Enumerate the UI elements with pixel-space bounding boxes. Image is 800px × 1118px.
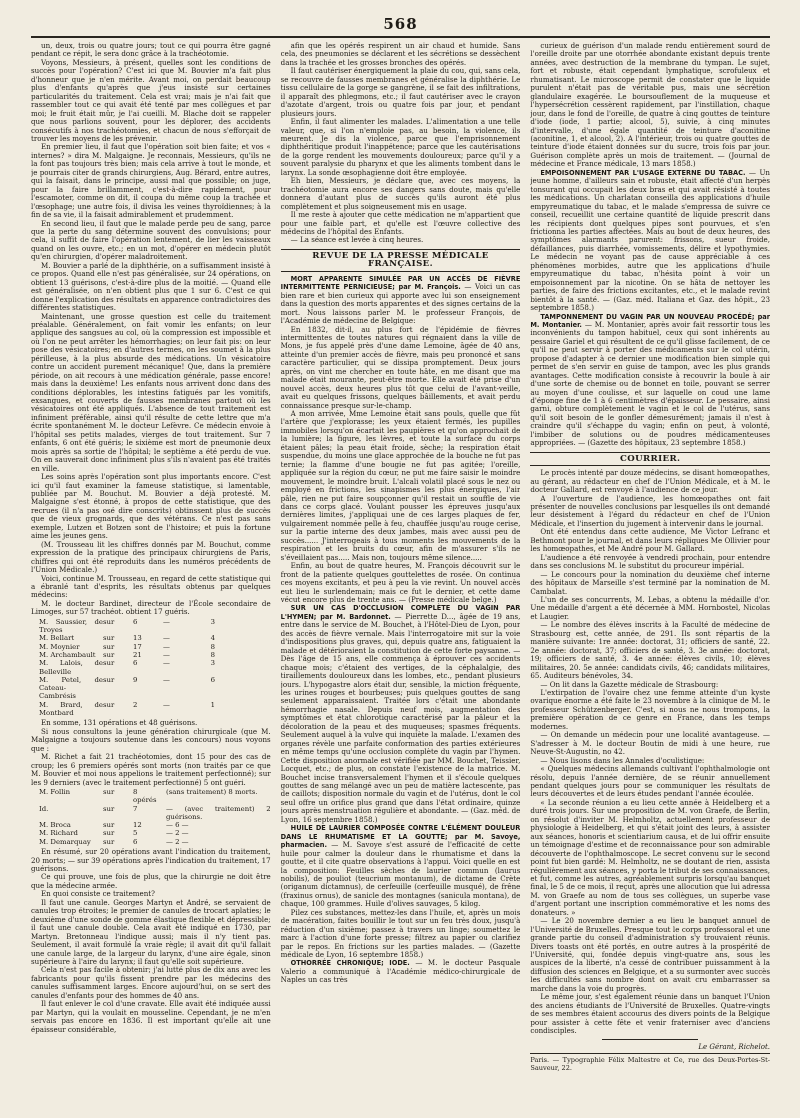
stats-name: M. Petel, de Cateau-Cambrésis <box>39 675 103 701</box>
stats-sur: sur <box>103 837 115 846</box>
article-paragraph <box>530 313 770 448</box>
paragraph: Il faut cautériser énergiquement la plaie du cou, qui, sans cela, se recouvre de fausses membranes et généralise la diphthérie. Le tissu cellulaire de la gorge se gangrène, il se fait des infiltrations, il apparaît des phlegmons, etc.; il faut cautériser avec le crayon d'azotate d'argent, trois ou quatre fois par jour, et pendant plusieurs jours. <box>280 66 521 118</box>
paragraph: « La seconde réunion a eu lieu cette année à Heidelberg et a duré trois jours. Sur une proposition de M. von Graefe, de Berlin, on résolut d'inviter M. Helmholtz, actuellement professeur de physiologie à Heidelberg, et qui s'était joint des leurs, à assister aux séances, honoris et scientiarium causa, et de lui offrir ensuite un témoignage d'estime et de reconnaissance pour son admirable découverte de l'ophthalmoscope. Le secret convenu sur le second point fut bien gardé: M. Helmholtz, ne se doutant de rien, assista régulièrement aux séances, y porta le tribut de ses connaissances, et fut, comme les autres, agréablement surpris lorsqu'au banquet final, le 5 de ce mois, il reçut, après une allocution que lui adressa M. von Graefe au nom de tous ses collègues, un superbe vase d'argent portant une inscription commémorative et les noms des donateurs. » <box>530 797 770 917</box>
paragraph: — On demande un médecin pour une localité avantageuse. — S'adresser à M. le docteur Boutin de midi à une heure, rue Neuve-St-Augustin, no 42. <box>530 730 770 757</box>
stats-row <box>39 838 271 846</box>
paragraph: afin que les opérés respirent un air chaud et humide. Sans cela, des pneumonies se déclarent et les sécrétions se dessèchent dans la trachée et les grosses bronches des opérés. <box>280 42 521 67</box>
courrier-paragraphs <box>530 469 770 1035</box>
stats-row <box>39 659 271 676</box>
separator <box>602 1039 698 1040</box>
page-number: 568 <box>383 15 418 33</box>
stats-note: — (avec traitement) 2 guérisons. <box>166 804 271 821</box>
stats-count: 6 <box>133 837 138 846</box>
stats-sur: sur <box>103 804 115 813</box>
stats-dash: — <box>163 651 170 659</box>
paragraph: Ce qui prouve, une fois de plus, que la chirurgie ne doit être que la médecine armée. <box>31 872 271 890</box>
paragraph: En somme, 131 opérations et 48 guérisons. <box>41 718 198 728</box>
stats-row <box>39 618 271 635</box>
stats-row <box>39 805 271 822</box>
paragraph: un, deux, trois ou quatre jours; tout ce qui pourra être gagné pendant ce répit, le sera donc grâce à la trachéotomie. <box>31 42 271 59</box>
stats-count: 12 <box>133 821 142 830</box>
article-text: — M. Montanier, après avoir fait ressortir tous les inconvénients du tampon habituel, ceux qui sont inhérents au pessaire Gariel et qui résultent de ce qu'il glisse facilement, de ce qu'il ne peut servir à porter des médicaments sur le col utérin, propose d'adapter à ce dernier une modification bien simple qui permet de s'en servir en guise de tampon, avec les plus grands avantages. Cette modification consiste à recouvrir la boule à air d'une sorte de chemise ou de bonnet en toile, pouvant se serrer au moyen d'une coulisse, et sur laquelle on coud une lame d'éponge fine de 1 à 6 centimètres d'épaisseur. Le pessaire, ainsi garni, obture complètement le vagin et le col de l'utérus, sans qu'il soit besoin de le gonfler démesurément; jamais il n'est à craindre qu'il s'échappe du vagin; enfin on peut, à volonté, l'imbiber de solutions ou de poudres médicamenteuses appropriées. — (Gazette des hôpitaux, 23 septembre 1858.) <box>530 319 770 448</box>
stats-note: — 2 — <box>166 837 189 846</box>
paragraph: Les soins après l'opération sont plus importants encore. C'est ici qu'il faut examiner la fameuse statistique, si lamentable, publiée par M. Bouchut. M. Bouvier a déjà protesté. M. Malgaigne s'est étonné, à propos de cette statistique, que des recrues (il n'a pas osé dire conscrits) obtinssent plus de succès que de vieux grognards, que des vétérans. Ce n'est pas sans exemple, Lutzen et Botzen sont de l'histoire; et puis la fortune aime les jeunes gens. <box>31 472 271 541</box>
article-paragraph <box>530 169 770 313</box>
col3-articles <box>530 169 770 448</box>
col1-paragraphs-3 <box>31 848 271 1034</box>
stats-sur: sur <box>103 642 115 651</box>
article-title: SUR UN CAS D'OCCLUSION COMPLÈTE DU VAGIN PAR L'HYMEN; par M. Bardonnet. <box>280 604 521 621</box>
paragraph: Eh bien, Messieurs, je déclare que, avec ces moyens, la trachéotomie aura encore ses dangers sans doute, mais qu'elle donnera d'autant plus de succès qu'ils auront été plus complètement et plus soigneusement mis en usage. <box>280 176 521 211</box>
paragraph: Il faut une canule. Georges Martyn et André, se servaient de canules trop étroites; le premier de canules de trocart aplaties; le deuxième d'une sonde de gomme élastique flexible et dépressible; il faut une canule double. Cela avait été indiqué en 1730, par Martyn. Bretonneau l'indique aussi; mais il n'y tient pas. Seulement, il avait formulé la vraie règle; il avait dit qu'il fallait une canule large, de la largeur du larynx, d'une aire égale, sinon supérieure à l'aire du larynx; il faut qu'elle soit supérieure. <box>31 897 271 966</box>
stats-sur: sur <box>103 675 115 684</box>
paragraph: M. le docteur Bardinet, directeur de l'École secondaire de Limoges, sur 57 trachéot. obtient 17 guéris. <box>31 598 271 617</box>
stats-table-1 <box>39 618 271 718</box>
article-text: En 1832, dit-il, au plus fort de l'épidémie de fièvres intermittentes de toutes natures qui régnaient dans la ville de Mons, je fus appelé près d'une dame Lemoine, âgée de 40 ans, atteinte d'un premier accès de fièvre, mais peu prononcé et sans caractère particulier, qui se dissipa promptement. Deux jours après, on vint me chercher en toute hâte, en me disant que ma malade était mourante, peut-être morte. Elle avait été prise d'un nouvel accès, deux heures plus tôt que celui de l'avant-veille, avait eu quelques frissons, quelques bâillements, et avait perdu connaissance presque sur-le-champ. <box>280 324 521 410</box>
stats-name: M. Archambault <box>39 651 96 659</box>
paragraph: M. Richet a fait 21 trachéotomies, dont 15 pour des cas de croup; les 6 premiers opérés sont morts (non traités par ce que M. Bouvier et moi nous appelions le traitement perfectionné); sur les 9 derniers (avec le traitement perfectionné) 5 ont guéri. <box>31 752 271 787</box>
stats-sur: sur <box>103 651 115 659</box>
stats-name: M. Broca <box>39 821 71 830</box>
paragraph: Cela n'est pas facile à obtenir; j'ai lutté plus de dix ans avec les fabricants pour qu'ils fissent prendre par les médecins des canules suffisamment larges. Encore aujourd'hui, on se sert des canules d'enfants pour des hommes de 40 ans. <box>31 965 271 1000</box>
col2-articles <box>281 275 521 985</box>
stats-count: 6 <box>133 659 138 668</box>
stats-cured: 8 <box>210 651 215 659</box>
paragraph: « Quelques médecins allemands cultivant l'ophthalmologie ont résolu, depuis l'année dernière, de se réunir annuellement pendant quelques jours pour se communiquer les résultats de leurs découvertes et de leurs études pendant l'année écoulée. <box>530 764 770 799</box>
paragraph: (M. Trousseau lit les chiffres donnés par M. Bouchut, comme expression de la pratique des principaux chirurgiens de Paris, chiffres qui ont été reproduits dans les numéros précédents de l'Union Médicale.) <box>31 539 271 575</box>
stats-name: M. Brard, de Montbard <box>39 700 103 718</box>
stats-sur: sur <box>103 788 115 796</box>
stats-row <box>39 829 271 837</box>
stats-sur: sur <box>103 617 115 626</box>
paragraph: L'extirpation de l'ovaire chez une femme atteinte d'un kyste ovarique énorme a été faite le 23 novembre à la clinique de M. le professeur Schützenberger. C'est, si nous ne nous trompons, la première opération de ce genre en France, dans les temps modernes. <box>530 687 770 731</box>
paragraph: — On lit dans la Gazette médicale de Strasbourg: <box>540 679 719 689</box>
paragraph: En second lieu, il faut que le malade perde peu de sang, parce que la perte du sang détermine souvent des convulsions; pour cela, il suffit de faire l'opération lentement, de lier les vaisseaux quand on les ouvre, etc.; en un mot, d'opérer en médecin plutôt qu'en chirurgien, d'opérer maladroitement. <box>31 218 271 262</box>
article-paragraph <box>281 410 521 562</box>
stats-cured: 6 <box>210 675 215 684</box>
article-paragraph <box>281 959 521 984</box>
article-paragraph <box>281 326 521 411</box>
section-title-courrier: COURRIER. <box>530 452 770 466</box>
stats-count: 7 <box>133 804 138 813</box>
stats-name: M. Saussier, de Troyes <box>39 617 103 635</box>
paragraph: L'un de ses concurrents, M. Lebas, a obtenu la médaille d'or. Une médaille d'argent a été décernée à MM. Hornbostel, Nicolas et Laugier. <box>530 595 770 621</box>
article-paragraph <box>281 275 521 326</box>
paragraph: Maintenant, une grosse question est celle du traitement préalable. Généralement, on fait vomir les enfants; on leur applique des sangsues au col, où la compression est impossible et où l'on ne peut arrêter les hémorrhagies; on leur fait pis: on leur pose des vésicatoires; en d'autres termes, on les soumet à la plus périlleuse, à la plus absurde des médications. Un vésicatoire contre un accident purement mécanique! Que, dans la première période, on ait recours à une médication générale, passe encore! mais dans la deuxième! Les enfants nous arrivent donc dans des conditions déplorables, les intestins fatigués par les vomitifs, exsangues, et couverts de fausses membranes partout où les vésicatoires ont été appliqués. L'absence de tout traitement est infiniment préférable, ainsi qu'il résulte de cette lettre que m'a écrite spontanément M. le docteur Lefèvre. Ce médecin envoie à l'hôpital ses petits malades, vierges de tout traitement. Sur 7 enfants, 6 ont été guéris; le sixième est mort de pneumonie deux mois après sa sortie de l'hôpital; le septième a été perdu de vue. On en sauverait donc infiniment plus s'ils n'avaient pas été traités en ville. <box>31 311 271 473</box>
stats-sur: sur <box>103 829 115 838</box>
stats-count: 17 <box>133 642 142 651</box>
article-text: A mon arrivée, Mme Lemoine était sans pouls, quelle que fût l'artère que j'explorasse; les yeux étaient fermés, les pupilles immobiles lorsqu'on écartait les paupières et qu'on approchait de la lumière; la figure, les lèvres, et toute la surface du corps étaient pâles; la peau était froide, sèche; la respiration était suspendue, du moins une glace approchée de la bouche ne fut pas ternie; la flamme d'une bougie ne fut pas agitée; l'oreille, appliquée sur la région du cœur, ne put me faire saisir le moindre mouvement, le moindre bruit. L'alcali volatil placé sous le nez ou employé en frictions, les sinapismes les plus énergiques, l'air pâle, rien ne put faire soupçonner qu'il restait un souffle de vie dans ce corps glacé. Voulant pousser les épreuves jusqu'aux dernières limites, j'appliquai une de ces larges plaques de fer, vulgairement nommée pelle à feu, chauffée jusqu'au rouge cerise, sur la partie interne des deux jambes, mais avec aussi peu de succès...... J'interrogeais à tous moments les mouvements de la respiration et les bruits du cœur, afin de m'assurer s'ils ne s'éveillaient pas..... Mais non, toujours même silence..... <box>280 409 521 562</box>
paragraph: — Le nombre des élèves inscrits à la Faculté de médecine de Strasbourg est, cette année, de 291. Ils sont répartis de la manière suivante: 1re année: doctorat, 31; officiers de santé, 22. 2e année: doctorat, 37; officiers de santé, 3. 3e année: doctorat, 19; officiers de santé, 3. 4e année: élèves civils, 10; élèves militaires, 20. 5e année: candidats civils, 46; candidats militaires, 65. Auditeurs bénévoles, 34. <box>530 620 770 681</box>
paragraph: Voyons, Messieurs, à présent, quelles sont les conditions de succès pour l'opération? C'est ici que M. Bouvier m'a fait plus d'honneur que je n'en mérite. Avant moi, on perdait beaucoup plus d'enfants qu'après que j'eus insisté sur certaines particularités du traitement. Cela est vrai; mais je n'ai fait que rassembler tout ce qui avait été tenté par mes collègues et par moi; le fruit était mûr, je l'ai cueilli. M. Blache doit se rappeler que nous parlions souvent, pour les déplorer, des accidents consécutifs à nos trachéotomies, et chacun de nous s'efforçait de trouver les moyens de les prévenir. <box>31 57 271 143</box>
imprint: Paris. — Typographie Félix Maltestre et Ce, rue des Deux-Portes-St-Sauveur, 22. <box>530 1053 770 1073</box>
paragraph: — Nous lisons dans les Annales d'oculistique: <box>540 755 705 765</box>
stats-row <box>39 676 271 701</box>
stats-name: M. Follin <box>39 788 71 796</box>
article-paragraph <box>281 562 521 604</box>
article-title: TAMPONNEMENT DU VAGIN PAR UN NOUVEAU PROCÉDÉ; par M. Montanier. <box>530 312 770 329</box>
paragraph: A l'ouverture de l'audience, les homœopathes ont fait présenter de nouvelles conclusions par lesquelles ils ont demandé leur désistement à l'égard du rédacteur en chef de l'Union Médicale, et l'insertion du jugement à intervenir dans le journal. <box>530 493 770 528</box>
stats-count: 2 <box>133 700 138 709</box>
stats-cured: 4 <box>210 634 215 643</box>
stats-sur: sur <box>103 634 115 643</box>
stats-dash: — <box>163 659 170 668</box>
column-1 <box>31 42 271 1108</box>
stats-note: — 6 — <box>166 821 189 830</box>
stats-row <box>39 634 271 642</box>
paragraph: Voici, continue M. Trousseau, en regard de cette statistique qui a ébranlé tant d'esprits, les résultats obtenus par quelques médecins: <box>31 573 271 600</box>
stats-name: M. Lalois, de Belleville <box>39 659 103 676</box>
stats-row <box>39 651 271 659</box>
stats-count: 8 opérés <box>133 788 157 805</box>
paragraph: M. Bouvier a parlé de la diphthérie, on a suffisamment insisté à ce propos. Quand elle n'est pas généralisée, sur 24 opérations, on obtient 13 guérisons, c'est-à-dire plus de la moitié. — Quand elle est généralisée, on n'en obtient plus que 1 sur 6. C'est ce qui donne l'explication des résultats en apparence contradictoires des différentes statistiques. <box>31 260 271 313</box>
col3-paragraphs <box>530 42 770 169</box>
stats-name: M. Bellart <box>39 634 75 643</box>
stats-dash: — <box>163 642 170 651</box>
paragraph: — La séance est levée à cinq heures. <box>290 235 424 245</box>
col2-paragraphs <box>281 42 521 245</box>
article-paragraph <box>281 909 521 960</box>
stats-count: 6 <box>133 617 138 626</box>
article-paragraph <box>281 824 521 909</box>
stats-count: 21 <box>133 651 142 659</box>
stats-note: (sans traitement) 8 morts. <box>166 788 258 796</box>
article-text: Enfin, au bout de quatre heures, M. François découvrit sur le front de la patiente quelques gouttelettes de rosée. On continua ces moyens excitants, et peu à peu la vie revint. Un nouvel accès eut lieu le surlendemain; mais ce fut le dernier, et cette dame vécut encore plus de trente ans. — (Presse médicale belge.) <box>280 561 521 604</box>
stats-cured: 1 <box>210 700 215 709</box>
section-title-revue: REVUE DE LA PRESSE MÉDICALE FRANÇAISE. <box>281 249 521 272</box>
article-text: — Voici un cas bien rare et bien curieux qui apporte avec lui son enseignement dans la question des morts apparentes et des signes certains de la mort. Nous laissons parler M. le professeur François, de l'Académie de médecine de Belgique: <box>280 282 521 326</box>
article-text: — Un jeune homme, d'ailleurs sain et robuste, était affecté d'un herpès tonsurant qui occupait les deux bras et qui avait résisté à toutes les médications. Un charlatan conseilla des applications d'huile empyreumatique du tabac, et le malade s'empressa de suivre ce conseil, recueillit une certaine quantité de liquide prescrit dans les récipients dont quelques pipes sont pourvues, et s'en frictionna les parties affectées. Mais au bout de deux heures, des symptômes alarmants parurent: frissons, sueur froide, défaillances, puis diarrhée, vomissements, délire et lypothymies. Le médecin ne voyant pas de cause appréciable à ces phénomènes morbides, autre que les applications d'huile empyreumatique du tabac, n'hésita point à voir un empoisonnement par la nicotine. On se hâta de nettoyer les parties, de faire des frictions excitantes, etc., et le malade revint bientôt à la santé. — (Gaz. méd. Italiana et Gaz. des hôpit., 23 septembre 1858.) <box>530 167 770 313</box>
stats-note: — 2 — <box>166 829 189 838</box>
columns <box>31 42 770 1108</box>
stats-sur: sur <box>103 700 115 709</box>
paragraph: Il me reste à ajouter que cette médication ne m'appartient que pour une faible part, et qu'elle est l'œuvre collective des médecins de l'hôpital des Enfants. <box>280 210 521 236</box>
article-title: MORT APPARENTE SIMULÉE PAR UN ACCÈS DE FIÈVRE INTERMITTENTE PERNICIEUSE; par M. François. <box>280 274 521 292</box>
stats-dash: — <box>163 634 170 643</box>
col1-paragraphs <box>31 42 271 617</box>
stats-row <box>39 643 271 651</box>
paragraph: curieux de guérison d'un malade rendu entièrement sourd de l'oreille droite par une otorrhée abondante existant depuis trente années, avec destruction de la membrane du tympan. Le sujet, fort et robuste, était cependant lymphatique, scrofuleux et rhumatisant. Le microscope permit de constater que le liquide purulent n'était pas de véritable pus, mais une sécrétion glandulaire exagérée. Le boursouflement de la muqueuse et l'hypersécrétion cessèrent rapidement, par l'instillation, chaque jour, dans le fond de l'oreille, de quatre à cinq gouttes de teinture d'iode (iode, 1 partie; alcool, 5), suivie, à cinq minutes d'intervalle, d'une égale quantité de teinture d'aconitine (aconitine, 1, et alcool, 2). A l'intérieur, trois ou quatre gouttes de teinture d'iode étaient données sur du sucre, trois fois par jour. Guérison complète après un mois de traitement. — (Journal de médecine et France médicale, 13 mars 1858.) <box>530 42 770 169</box>
stats-sur: sur <box>103 821 115 830</box>
paragraph: Enfin, il faut alimenter les malades. L'alimentation a une telle valeur, que, si l'on n'emploie pas, au besoin, la violence, ils meurent. Je dis la violence, parce que l'emprisonnement diphthéritique produit l'inappétence; parce que les cautérisations de la gorge rendent les mouvements douloureux; parce qu'il y a souvent paralysie du pharynx et que les aliments tombent dans le larynx. La sonde œsophagienne doit être employée. <box>280 117 521 177</box>
article-text: — M. le docteur Pasquale Valerio a communiqué à l'Académie médico-chirurgicale de Naples un cas très <box>280 958 521 985</box>
paragraph: — Le 20 novembre dernier a eu lieu le banquet annuel de l'Université de Bruxelles. Presque tout le corps professoral et une grande partie du conseil d'administration s'y trouvaient réunis. Divers toasts ont été portés, en outre autres à la prospérité de l'Université, qui, fondée depuis vingt-quatre ans, sous les auspices de la liberté, n'a cessé de contribuer puissamment à la diffusion des sciences en Belgique, et a su surmonter avec succès les difficultés sans nombre dont on avait cru embarrasser sa marche dans la voie du progrès. <box>530 916 770 993</box>
paragraph: Ont été entendus dans cette audience, Me Victor Lefranc et Bethmont pour le journal, et dans leurs répliques Me Ollivier pour les homœopathes, et Me André pour M. Gallard. <box>530 527 770 554</box>
stats-cured: 3 <box>210 617 215 626</box>
stats-name: M. Moynier <box>39 642 80 651</box>
stats-dash: — <box>163 675 170 684</box>
paragraph: Il faut enlever le col d'une cravate. Elle avait été indiquée aussi par Martyn, qui la voulait en mousseline. Cependant, je ne m'en servais pas encore en 1836. Il est important qu'elle ait une épaisseur considérable, <box>31 999 271 1034</box>
col1-paragraphs-2 <box>31 719 271 787</box>
stats-count: 9 <box>133 675 138 684</box>
signature: Le Gérant, Richelot. <box>698 1042 770 1051</box>
article-text: — Pierrette D..., âgée de 19 ans, entre dans le service de M. Bouchet, à l'Hôtel-Dieu de Lyon, pour des accès de fièvre vernale. Mais l'interrogatoire mit sur la voie d'indispositions plus graves, qui, depuis quatre ans, fatiguaient la malade et détérioraient la constitution de cette forte paysanne. — Dès l'âge de 15 ans, elle commença à éprouver ces accidents chaque mois; c'étaient des vertiges, de la céphalalgie, des tiraillements douloureux dans les lombes, etc., pendant plusieurs jours. L'hypogastre alors était dur, sensible, la miction fréquente, les urines rouges et bourbeuses; puis quelques gouttes de sang seulement apparaissaient. Traitée lors c'était une abondante hémorrhagie nasale. Depuis neuf mois, augmentation des symptômes et état chlorotique caractérisé par la pâleur et la décoloration de la peau et des muqueuses; spasmes fréquents. Seulement auquel à la vulve qui inquiète la malade. L'examen des organes révèle une parfaite conformation des parties extérieures en même temps qu'une occlusion complète du vagin par l'hymen. Cette disposition anormale est vérifiée par MM. Bouchet, Teissier, Locquet, etc.; de plus, on constate l'existence de la matrice. M. Bouchet incise transversalement l'hymen et il s'écoule quelques gouttes de sang mélangé avec un peu de matière lactescente, pas de caillots; disposition normale du vagin et de l'utérus, dont le col seul offre un orifice plus grand que dans l'état ordinaire, quinze jours après menstruation régulière et abondante. — (Gaz. méd. de Lyon, 16 septembre 1858.) <box>280 611 521 824</box>
stats-count: 5 <box>133 829 138 838</box>
paragraph: Le procès intenté par douze médecins, se disant homœopathes, au gérant, au rédacteur en chef de l'Union Médicale, et à M. le docteur Gallard, est renvoyé à l'audience de ce jour. <box>530 468 770 495</box>
stats-cured: 8 <box>210 642 215 651</box>
article-title: HUILE DE LAURIER COMPOSÉE CONTRE L'ÉLÉMENT DOULEUR DANS LE RHUMATISME ET LA GOUTTE; par M. Savoye, pharmacien. <box>280 824 521 850</box>
paragraph: Le même jour, s'est également réunie dans un banquet l'Union des anciens étudiants de l'Université de Bruxelles. Quatre-vingts de ses membres étaient accourus des divers points de la Belgique pour assister à cette fête et venir fraterniser avec d'anciens condisciples. <box>530 992 770 1036</box>
stats-name: M. Richard <box>39 829 78 838</box>
stats-name: M. Demarquay <box>39 837 91 846</box>
stats-row <box>39 821 271 829</box>
stats-table-2 <box>39 788 271 846</box>
stats-row <box>39 788 271 805</box>
stats-cured: 3 <box>210 659 215 668</box>
stats-count: 13 <box>133 634 142 643</box>
paragraph: En premier lieu, il faut que l'opération soit bien faite; et vos « internes? » dira M. Malgaigne. Je reconnais, Messieurs, qu'ils ne la font pas toujours très bien; mais cela arrive à tout le monde, et je pourrais citer de grands chirurgiens, Aug. Bérard, entre autres, qui la faisait, dans le principe, aussi mal que possible; on juge, pour la faire brillamment, c'est-à-dire rapidement, pour l'escamoter, comme on dit, il coupa du même coup la trachée et l'œsophage; une autre fois, il divisa les veines thyroïdiennes; à la fin de sa vie, il la faisait admirablement et prudemment. <box>31 142 271 220</box>
column-3 <box>530 42 770 1108</box>
paragraph: En résumé, sur 20 opérations avant l'indication du traitement, 20 morts; — sur 39 opérations après l'indication du traitement, 17 guérisons. <box>31 847 271 873</box>
article-text: Pilez ces substances, mettez-les dans l'huile, et, après un mois de macération, faites bouillir le tout sur un feu très doux, jusqu'à réduction d'un sixième; passez à travers un linge; soumettez le marc à l'action d'une forte presse; filtrez au papier ou clarifiez par le repos. En frictions sur les parties malades. — (Gazette médicale de Lyon, 16 septembre 1858.) <box>280 907 521 960</box>
paragraph: — Le concours pour la nomination du deuxième chef interne des hôpitaux de Marseille s'est terminé par la nomination de M. Cambalat. <box>530 569 770 596</box>
stats-sur: sur <box>103 659 115 668</box>
stats-dash: — <box>163 617 170 626</box>
stats-name: Id. <box>39 804 49 813</box>
stats-dash: — <box>163 700 170 709</box>
article-title: EMPOISONNEMENT PAR L'USAGE EXTERNE DU TABAC. <box>540 168 746 177</box>
column-2 <box>281 42 521 1108</box>
stats-row <box>39 701 271 718</box>
paragraph: Si nous consultons la jeune génération chirurgicale (que M. Malgaigne a toujours soutenue dans les concours) nous voyons que : <box>31 726 271 753</box>
top-rule <box>31 36 770 38</box>
paragraph: En quoi consiste ce traitement? <box>41 889 155 899</box>
paragraph: L'audience a été renvoyée à vendredi prochain, pour entendre dans ses conclusions M. le substitut du procureur impérial. <box>530 552 770 571</box>
article-text: — M. Savoye s'est assuré de l'efficacité de cette huile pour calmer la douleur dans le rhumatisme et dans la goutte, et il cite quatre observations à l'appui. Voici quelle en est la composition: Feuilles sèches de laurier commun (laurus nobilis), de pouliot (teucrium montanum), de dictame de Crète (origanum dictamnus), de cerfeuille (cerfeuille musqué), de frêne (fraxinus ornus), de sanicle des montagnes (sanicula montana), de chaque, 100 grammes. Huile d'olives sauvages, 5 kilog. <box>280 840 521 909</box>
article-paragraph <box>281 604 521 824</box>
article-title: OTHORRÉE CHRONIQUE; IODE. <box>290 959 410 968</box>
